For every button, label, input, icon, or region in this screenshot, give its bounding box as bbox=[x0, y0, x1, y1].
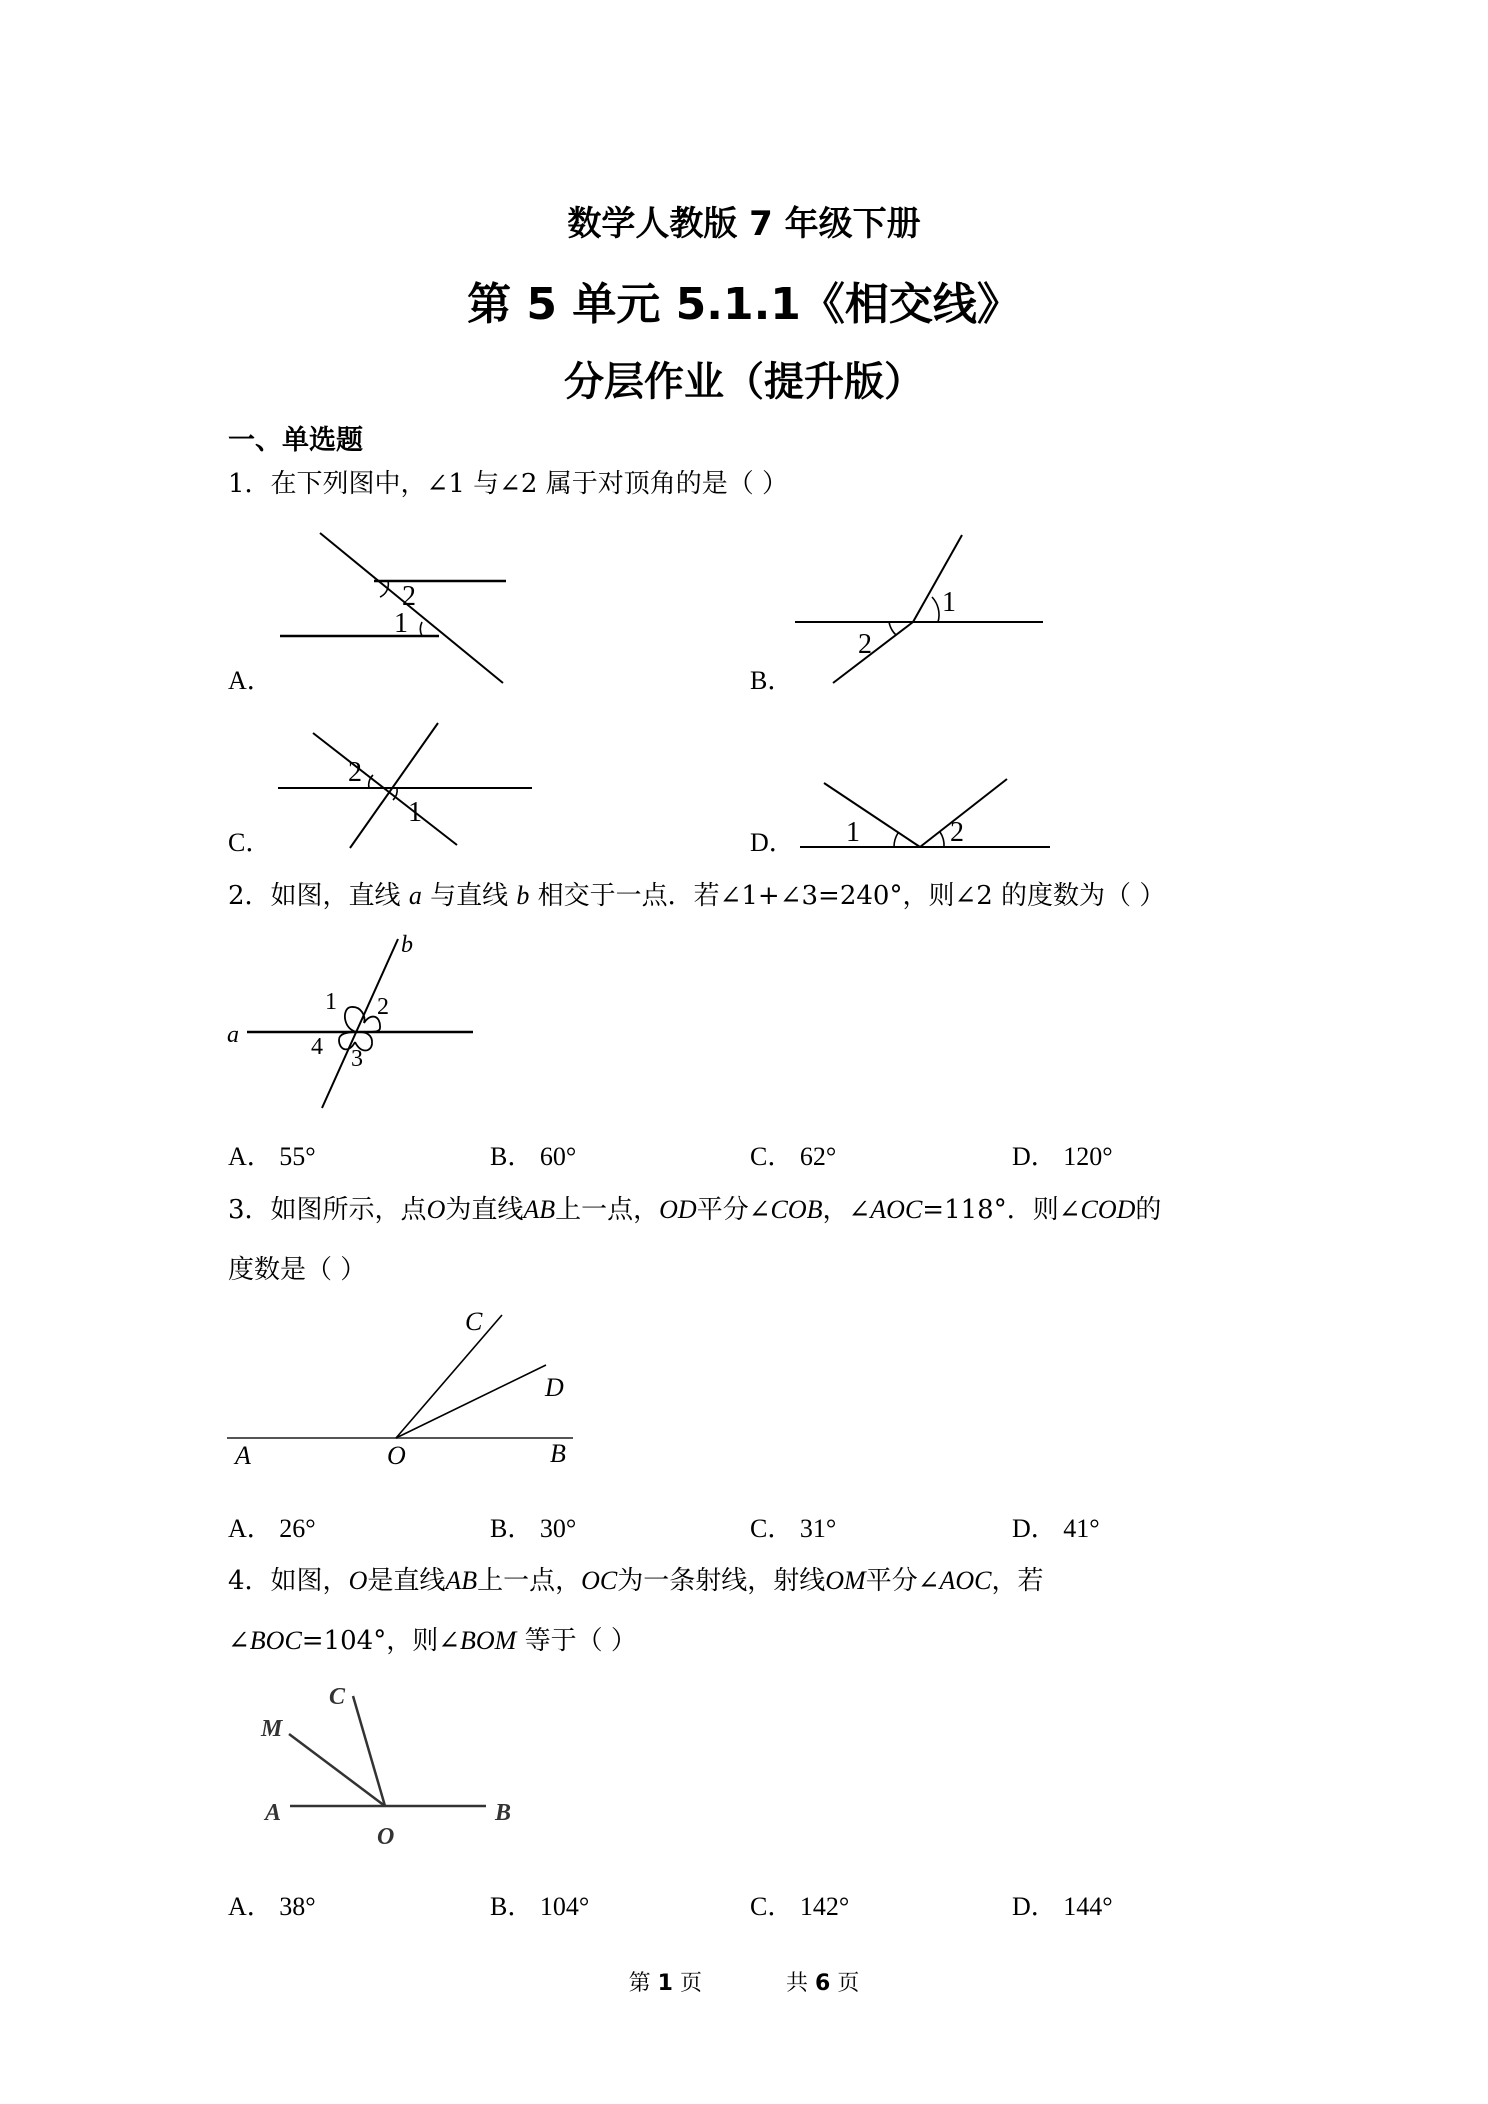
math-var: O bbox=[426, 1195, 446, 1224]
line-b-label: b bbox=[401, 932, 413, 958]
option-value: 142° bbox=[799, 1892, 850, 1921]
option-label: A． bbox=[228, 1892, 273, 1921]
option-value: 144° bbox=[1063, 1892, 1113, 1921]
math-var: OD bbox=[659, 1195, 697, 1224]
question-1 bbox=[228, 466, 788, 502]
angle-arc-1 bbox=[932, 597, 939, 622]
math-var: AOC bbox=[939, 1566, 992, 1595]
option-value: 26° bbox=[279, 1514, 316, 1543]
angle-label-2: 2 bbox=[402, 581, 416, 612]
option-label: C． bbox=[750, 1142, 794, 1171]
question-text: =104°，则∠ bbox=[301, 1626, 460, 1656]
point-a-label: A bbox=[235, 1441, 251, 1470]
ray-down bbox=[833, 622, 913, 683]
footer-text: 页 bbox=[837, 1971, 860, 1996]
option-label: C． bbox=[750, 1892, 794, 1921]
option-label: D． bbox=[1012, 1142, 1057, 1171]
point-b-label: B bbox=[495, 1800, 512, 1826]
question-text: 为一条射线，射线 bbox=[617, 1566, 826, 1596]
option-d-label[interactable]: D． bbox=[750, 828, 795, 857]
option-value: 38° bbox=[279, 1892, 316, 1921]
question-text: 是直线 bbox=[367, 1566, 446, 1596]
total-pages-number: 6 bbox=[815, 1971, 831, 1996]
angle-label-1: 1 bbox=[408, 797, 422, 828]
angle-label-3: 3 bbox=[351, 1046, 363, 1072]
section-heading: 一、单选题 bbox=[228, 425, 363, 456]
q4-option-c[interactable] bbox=[750, 1886, 849, 1923]
footer-text: 第 bbox=[628, 1971, 651, 1996]
angle-label-2: 2 bbox=[348, 757, 362, 788]
point-a-label: A bbox=[265, 1800, 282, 1826]
question-text: 为直线 bbox=[445, 1195, 524, 1225]
doc-title: 第 5 单元 5.1.1《相交线》 bbox=[467, 279, 1021, 330]
q3-option-a[interactable] bbox=[228, 1508, 316, 1545]
question-text: =118°．则∠ bbox=[922, 1195, 1081, 1225]
point-m-label: M bbox=[261, 1716, 283, 1742]
point-b-label: B bbox=[550, 1439, 566, 1468]
doc-subtitle: 数学人教版 7 年级下册 bbox=[567, 204, 921, 244]
doc-title-variant: 分层作业（提升版） bbox=[564, 359, 924, 405]
option-value: 41° bbox=[1063, 1514, 1100, 1543]
figure-option-b bbox=[790, 525, 1050, 695]
q4-option-a[interactable] bbox=[228, 1886, 316, 1923]
line-b bbox=[322, 939, 398, 1108]
question-number: 2． bbox=[228, 881, 271, 911]
option-b-label[interactable]: B． bbox=[750, 666, 794, 695]
math-var: BOC bbox=[249, 1626, 302, 1655]
ray-om bbox=[289, 1734, 385, 1806]
point-c-label: C bbox=[465, 1307, 483, 1336]
figure-option-a bbox=[270, 525, 520, 695]
question-text: ，∠ bbox=[822, 1195, 871, 1225]
footer-text: 页 bbox=[679, 1971, 702, 1996]
question-text: 在下列图中，∠1 与∠2 属于对顶角的是（ ） bbox=[270, 469, 788, 499]
angle-arc-1 bbox=[894, 833, 898, 847]
option-label: B． bbox=[490, 1892, 534, 1921]
line-a-var: a bbox=[408, 881, 422, 910]
q2-option-d[interactable] bbox=[1012, 1136, 1113, 1173]
figure-option-c bbox=[270, 715, 540, 860]
angle-label-1: 1 bbox=[394, 608, 408, 639]
figure-question-4 bbox=[225, 1680, 525, 1850]
option-value: 62° bbox=[799, 1142, 837, 1171]
angle-arc-2 bbox=[940, 832, 944, 847]
option-label: A． bbox=[228, 1142, 273, 1171]
footer-text: 共 bbox=[786, 1971, 809, 1996]
q2-option-a[interactable] bbox=[228, 1136, 316, 1173]
question-text: 平分∠ bbox=[696, 1195, 771, 1225]
question-text: 相交于一点．若∠1+∠3=240°，则∠2 的度数为（ ） bbox=[529, 881, 1166, 911]
option-value: 104° bbox=[539, 1892, 590, 1921]
angle-label-2: 2 bbox=[377, 994, 389, 1020]
line-a-label: a bbox=[227, 1022, 239, 1048]
point-d-label: D bbox=[545, 1373, 564, 1402]
q3-option-b[interactable] bbox=[490, 1508, 576, 1545]
question-text: 如图， bbox=[270, 1566, 349, 1596]
question-2 bbox=[228, 878, 1165, 914]
page-footer bbox=[0, 1966, 1488, 1997]
q3-option-c[interactable] bbox=[750, 1508, 836, 1545]
q4-option-b[interactable] bbox=[490, 1886, 589, 1923]
math-var: AB bbox=[445, 1566, 478, 1595]
math-var: AOC bbox=[870, 1195, 923, 1224]
ray-od bbox=[396, 1365, 546, 1438]
math-var: O bbox=[348, 1566, 368, 1595]
question-4-line-1 bbox=[228, 1563, 1044, 1599]
question-text: 上一点， bbox=[555, 1195, 660, 1225]
question-text: ，若 bbox=[991, 1566, 1044, 1596]
question-3-line-2: 度数是（ ） bbox=[228, 1255, 367, 1285]
angle-label-2: 2 bbox=[950, 817, 964, 848]
option-label: A． bbox=[228, 1514, 273, 1543]
question-4-line-2 bbox=[228, 1623, 637, 1659]
angle-label-1: 1 bbox=[846, 817, 860, 848]
option-value: 55° bbox=[279, 1142, 316, 1171]
q2-option-b[interactable] bbox=[490, 1136, 576, 1173]
question-text: 的 bbox=[1135, 1195, 1162, 1225]
option-value: 31° bbox=[799, 1514, 837, 1543]
angle-label-4: 4 bbox=[311, 1034, 323, 1060]
math-var: OC bbox=[581, 1566, 618, 1595]
option-value: 120° bbox=[1063, 1142, 1113, 1171]
left-ray bbox=[824, 783, 920, 847]
ray-oc bbox=[396, 1315, 502, 1438]
option-label: D． bbox=[1012, 1514, 1057, 1543]
question-number: 1． bbox=[228, 469, 271, 499]
math-var: COB bbox=[770, 1195, 823, 1224]
question-text: 与直线 bbox=[421, 881, 517, 911]
angle-label-2: 2 bbox=[858, 629, 872, 660]
angle-arc-1 bbox=[420, 622, 422, 636]
question-number: 4． bbox=[228, 1566, 271, 1596]
question-text: 平分∠ bbox=[865, 1566, 940, 1596]
option-label: B． bbox=[490, 1142, 534, 1171]
math-var: OM bbox=[825, 1566, 866, 1595]
question-text: 如图，直线 bbox=[270, 881, 409, 911]
option-label: C． bbox=[750, 1514, 794, 1543]
option-label: B． bbox=[490, 1514, 534, 1543]
option-value: 60° bbox=[539, 1142, 577, 1171]
option-label: D． bbox=[1012, 1892, 1057, 1921]
angle-label-1: 1 bbox=[325, 989, 337, 1015]
current-page-number: 1 bbox=[657, 1971, 673, 1996]
line-b-var: b bbox=[516, 881, 530, 910]
q4-option-d[interactable] bbox=[1012, 1886, 1113, 1923]
math-var: BOM bbox=[460, 1626, 517, 1655]
option-a-label[interactable]: A． bbox=[228, 666, 273, 695]
angle-label-1: 1 bbox=[942, 587, 956, 618]
option-c-label[interactable]: C． bbox=[228, 828, 272, 857]
point-c-label: C bbox=[329, 1684, 346, 1710]
ray-oc bbox=[353, 1696, 385, 1806]
question-text: ∠ bbox=[228, 1626, 250, 1656]
math-var: COD bbox=[1080, 1195, 1136, 1224]
question-text: 如图所示，点 bbox=[270, 1195, 427, 1225]
point-o-label: O bbox=[387, 1441, 406, 1470]
question-number: 3． bbox=[228, 1195, 271, 1225]
q2-option-c[interactable] bbox=[750, 1136, 836, 1173]
math-var: AB bbox=[523, 1195, 556, 1224]
question-text: 等于（ ） bbox=[516, 1626, 637, 1656]
angle-arc-2 bbox=[889, 622, 896, 635]
question-3-line-1 bbox=[228, 1192, 1161, 1228]
figure-question-2 bbox=[225, 930, 475, 1120]
option-value: 30° bbox=[539, 1514, 577, 1543]
diagonal-line-2 bbox=[350, 723, 438, 848]
point-o-label: O bbox=[377, 1824, 395, 1850]
figure-option-d bbox=[790, 770, 1060, 850]
question-text: 上一点， bbox=[477, 1566, 582, 1596]
figure-question-3 bbox=[225, 1300, 585, 1480]
q3-option-d[interactable] bbox=[1012, 1508, 1100, 1545]
